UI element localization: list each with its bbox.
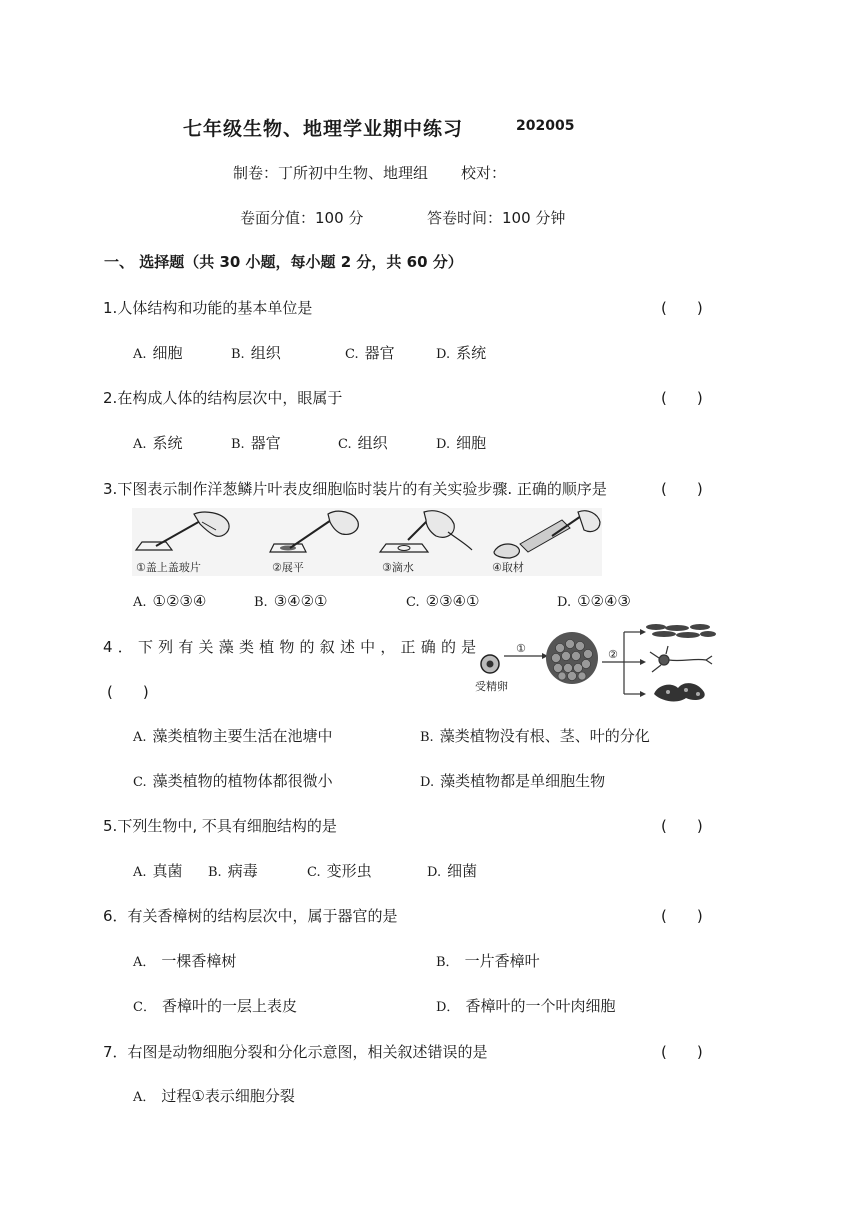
option-b: B． 一片香樟叶 <box>436 952 540 970</box>
option-c: C. 组织 <box>338 434 388 452</box>
answer-bracket: ( ) <box>661 817 703 835</box>
option-d: D. 系统 <box>436 344 487 362</box>
question-text: 下列生物中, 不具有细胞结构的是 <box>117 817 337 835</box>
option-a: A． 过程①表示细胞分裂 <box>133 1087 295 1105</box>
question-number: 5. <box>103 817 118 835</box>
author-line: 制卷：丁所初中生物、地理组 <box>233 164 429 182</box>
question-5 <box>103 815 337 836</box>
caption-step-3: ③滴水 <box>382 561 414 574</box>
option-c: C. 器官 <box>345 344 395 362</box>
option-c: C. 藻类植物的植物体都很微小 <box>133 772 333 790</box>
option-a: A. 藻类植物主要生活在池塘中 <box>133 727 333 745</box>
question-text: ．有关香樟树的结构层次中，属于器官的是 <box>112 907 398 925</box>
question-number: 1. <box>103 299 118 317</box>
option-d: D. 细菌 <box>427 862 478 880</box>
question-text: ．下列有关藻类植物的叙述中，正确的是 <box>117 638 482 656</box>
option-b: B. 组织 <box>231 344 281 362</box>
answer-bracket: ( ) <box>661 389 703 407</box>
question-text: 下图表示制作洋葱鳞片叶表皮细胞临时装片的有关实验步骤. 正确的顺序是 <box>117 480 607 498</box>
caption-step-2: ②展平 <box>272 561 304 574</box>
option-a: A. 真菌 <box>133 862 183 880</box>
option-a: A. ①②③④ <box>133 592 207 610</box>
option-d: D. ①②④③ <box>557 592 631 610</box>
option-b: B. 器官 <box>231 434 281 452</box>
question-text: 在构成人体的结构层次中，眼属于 <box>117 389 343 407</box>
question-number: 6 <box>103 907 113 925</box>
fertilized-egg-label: 受精卵 <box>475 680 508 693</box>
option-c: C． 香樟叶的一层上表皮 <box>133 997 297 1015</box>
nerve-cell <box>650 646 712 672</box>
cell-mass <box>546 632 598 684</box>
option-b: B. 病毒 <box>208 862 258 880</box>
question-2 <box>103 387 342 408</box>
option-b: B. 藻类植物没有根、茎、叶的分化 <box>420 727 650 745</box>
exam-date: 202005 <box>516 118 575 134</box>
question-number: 3. <box>103 480 118 498</box>
answer-bracket: ( ) <box>661 907 703 925</box>
option-a: A. 系统 <box>133 434 183 452</box>
caption-step-1: ①盖上盖玻片 <box>136 561 201 574</box>
time-line: 答卷时间：100 分钟 <box>427 209 566 227</box>
question-number: 2. <box>103 389 118 407</box>
option-c: C. ②③④① <box>406 592 480 610</box>
epithelial-cells <box>646 624 716 638</box>
question-number: 4 <box>103 638 118 656</box>
page-title: 七年级生物、地理学业期中练习 <box>183 118 464 140</box>
option-a: A． 一棵香樟树 <box>133 952 237 970</box>
option-c: C. 变形虫 <box>307 862 372 880</box>
slide-steps-figure <box>132 508 602 576</box>
cell-division-figure <box>472 622 717 704</box>
option-b: B. ③④②① <box>254 592 328 610</box>
answer-bracket: ( ) <box>661 480 703 498</box>
question-1 <box>103 297 312 318</box>
option-d: D. 细胞 <box>436 434 487 452</box>
option-d: D． 香樟叶的一个叶肉细胞 <box>436 997 616 1015</box>
answer-bracket: ( ) <box>107 683 149 701</box>
section-title: 一、 选择题（共 30 小题，每小题 2 分，共 60 分） <box>104 253 463 271</box>
option-d: D. 藻类植物都是单细胞生物 <box>420 772 606 790</box>
step-1-label: ① <box>516 642 526 655</box>
question-6 <box>103 905 398 926</box>
question-text: 人体结构和功能的基本单位是 <box>117 299 313 317</box>
answer-bracket: ( ) <box>661 299 703 317</box>
muscle-cells <box>654 683 705 701</box>
question-7 <box>103 1041 488 1062</box>
question-3 <box>103 478 607 499</box>
answer-bracket: ( ) <box>661 1043 703 1061</box>
step-2-label: ② <box>608 648 618 661</box>
caption-step-4: ④取材 <box>492 561 524 574</box>
question-text: ．右图是动物细胞分裂和分化示意图，相关叙述错误的是 <box>112 1043 488 1061</box>
option-a: A. 细胞 <box>133 344 183 362</box>
question-number: 7 <box>103 1043 113 1061</box>
question-4 <box>103 636 481 657</box>
score-line: 卷面分值：100 分 <box>240 209 364 227</box>
proofread-line: 校对： <box>461 164 507 182</box>
